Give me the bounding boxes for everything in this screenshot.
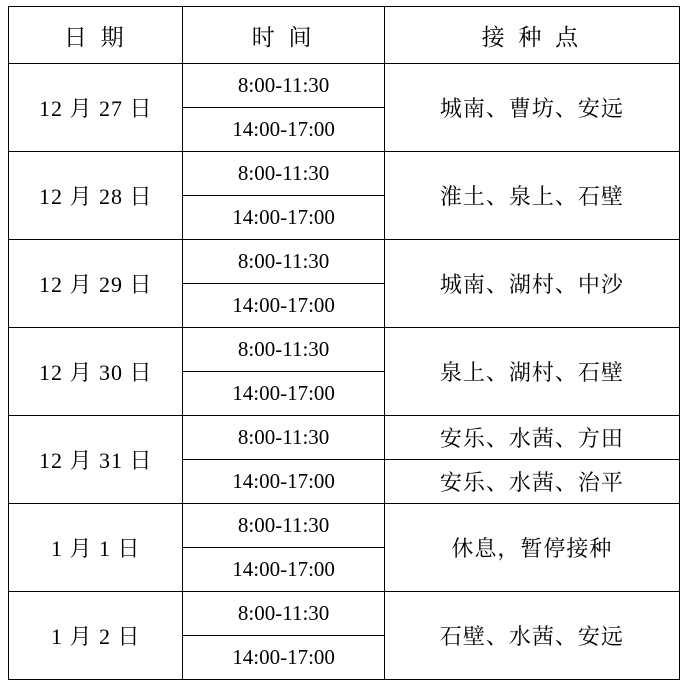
cell-site: 安乐、水茜、治平 xyxy=(384,460,679,504)
cell-time: 14:00-17:00 xyxy=(183,636,384,680)
cell-time: 14:00-17:00 xyxy=(183,548,384,592)
cell-time: 14:00-17:00 xyxy=(183,460,384,504)
cell-site: 城南、曹坊、安远 xyxy=(384,64,679,152)
table-row xyxy=(9,504,680,548)
cell-time: 14:00-17:00 xyxy=(183,284,384,328)
cell-time: 8:00-11:30 xyxy=(183,504,384,548)
header-date: 日 期 xyxy=(9,7,183,64)
cell-time: 8:00-11:30 xyxy=(183,416,384,460)
cell-time: 8:00-11:30 xyxy=(183,152,384,196)
cell-site: 安乐、水茜、方田 xyxy=(384,416,679,460)
cell-site: 石壁、水茜、安远 xyxy=(384,592,679,680)
cell-date: 12 月 30 日 xyxy=(9,328,183,416)
cell-date: 12 月 28 日 xyxy=(9,152,183,240)
cell-site: 城南、湖村、中沙 xyxy=(384,240,679,328)
header-row xyxy=(9,7,680,64)
cell-time: 14:00-17:00 xyxy=(183,196,384,240)
vaccination-schedule-table xyxy=(8,6,680,680)
cell-date: 1 月 1 日 xyxy=(9,504,183,592)
header-site: 接 种 点 xyxy=(384,7,679,64)
cell-site: 泉上、湖村、石壁 xyxy=(384,328,679,416)
table-row xyxy=(9,416,680,460)
table-row xyxy=(9,240,680,284)
cell-time: 8:00-11:30 xyxy=(183,592,384,636)
cell-site: 淮土、泉上、石壁 xyxy=(384,152,679,240)
cell-date: 12 月 29 日 xyxy=(9,240,183,328)
table-row xyxy=(9,64,680,108)
table-row xyxy=(9,592,680,636)
cell-time: 14:00-17:00 xyxy=(183,372,384,416)
table-row xyxy=(9,152,680,196)
table-body xyxy=(9,64,680,680)
cell-time: 8:00-11:30 xyxy=(183,240,384,284)
cell-date: 12 月 31 日 xyxy=(9,416,183,504)
cell-time: 8:00-11:30 xyxy=(183,328,384,372)
cell-date: 1 月 2 日 xyxy=(9,592,183,680)
cell-site: 休息，暂停接种 xyxy=(384,504,679,592)
table-row xyxy=(9,328,680,372)
cell-date: 12 月 27 日 xyxy=(9,64,183,152)
cell-time: 14:00-17:00 xyxy=(183,108,384,152)
cell-time: 8:00-11:30 xyxy=(183,64,384,108)
header-time: 时 间 xyxy=(183,7,384,64)
table-header xyxy=(9,7,680,64)
